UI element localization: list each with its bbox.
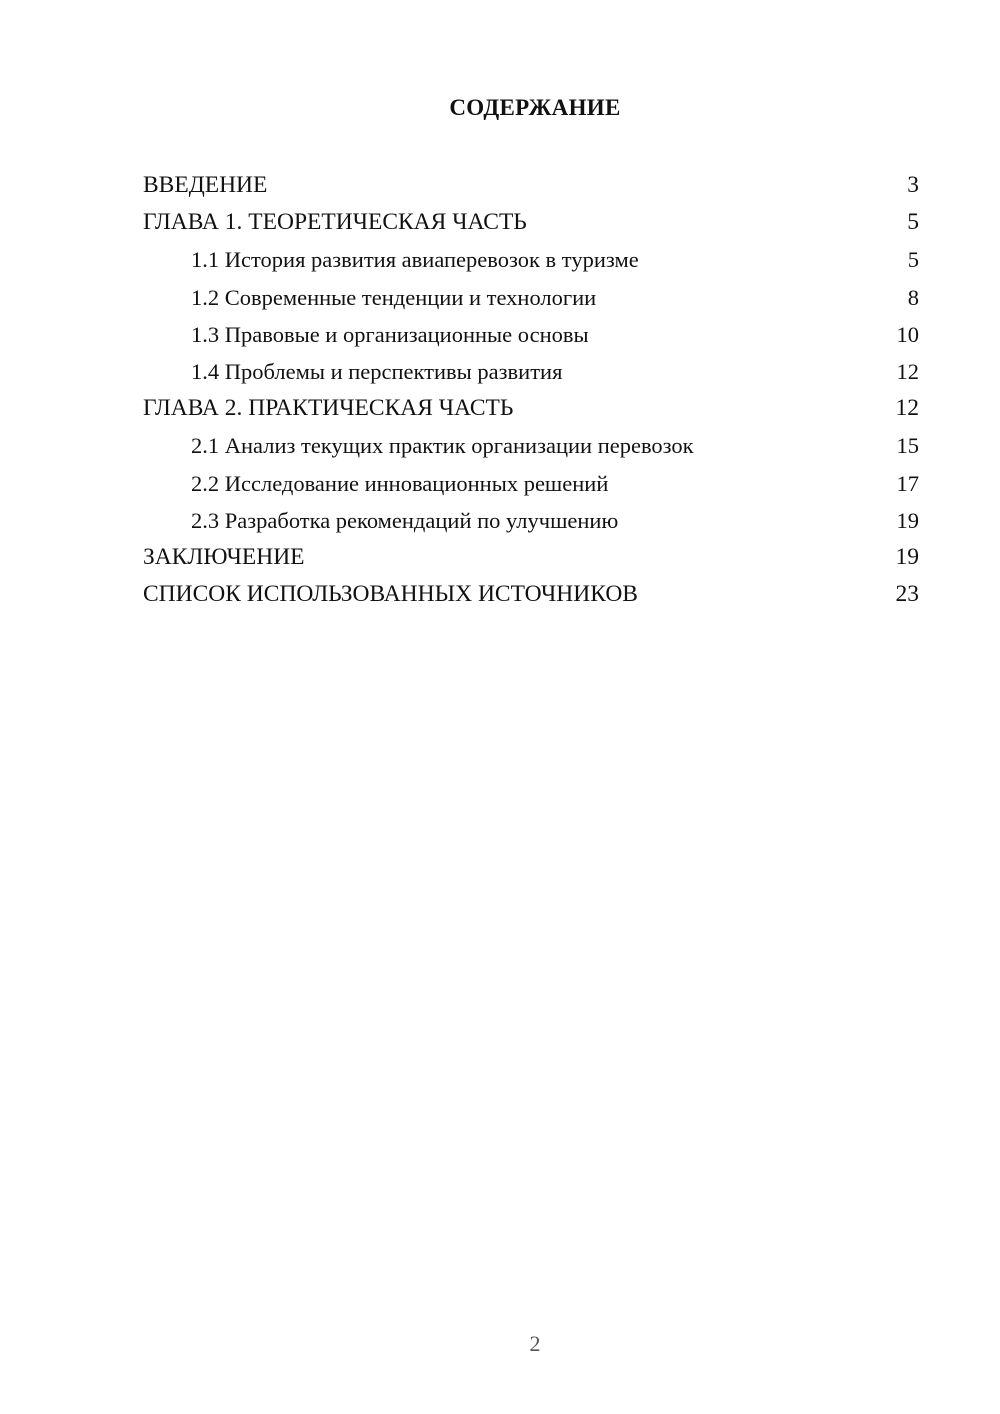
toc-entry-label: ВВЕДЕНИЕ — [143, 172, 268, 198]
toc-entry-page: 15 — [896, 433, 919, 459]
toc-entry — [143, 279, 919, 316]
toc-entry-label: 2.1 Анализ текущих практик организации перевозок — [191, 433, 694, 459]
toc-entry-page: 23 — [895, 581, 919, 608]
toc-entry — [143, 502, 919, 539]
toc-entry-page: 19 — [895, 543, 919, 570]
toc-entry — [143, 576, 919, 613]
toc-entry-label: 1.4 Проблемы и перспективы развития — [191, 358, 563, 384]
toc-entry-page: 12 — [896, 358, 919, 384]
toc-entry — [143, 427, 919, 464]
toc-entry — [143, 539, 919, 576]
toc-entry-page: 8 — [907, 284, 919, 310]
toc-entry-label: ГЛАВА 2. ПРАКТИЧЕСКАЯ ЧАСТЬ — [143, 395, 514, 422]
toc-entry-label: СПИСОК ИСПОЛЬЗОВАННЫХ ИСТОЧНИКОВ — [143, 581, 638, 608]
toc-entry — [143, 204, 919, 241]
toc-entry-label: 2.3 Разработка рекомендаций по улучшению — [191, 507, 619, 533]
toc-entry-label: 1.1 История развития авиаперевозок в туризме — [191, 247, 639, 273]
toc-entry — [143, 390, 919, 427]
toc-entry — [143, 167, 919, 204]
toc-entry-page: 19 — [896, 507, 919, 533]
toc-title: СОДЕРЖАНИЕ — [449, 95, 621, 120]
toc-entry-page: 5 — [907, 247, 919, 273]
toc-entry-page: 3 — [907, 172, 919, 198]
toc-entry-page: 5 — [907, 209, 919, 236]
page-number: 2 — [529, 1331, 541, 1356]
toc-list — [143, 167, 919, 613]
toc-entry-page: 12 — [895, 395, 919, 422]
toc-entry — [143, 241, 919, 278]
toc-entry-label: ГЛАВА 1. ТЕОРЕТИЧЕСКАЯ ЧАСТЬ — [143, 209, 527, 236]
toc-entry — [143, 353, 919, 390]
toc-entry-label: ЗАКЛЮЧЕНИЕ — [143, 543, 305, 570]
toc-entry-label: 1.3 Правовые и организационные основы — [191, 321, 589, 347]
toc-entry-label: 2.2 Исследование инновационных решений — [191, 470, 609, 496]
toc-entry — [143, 465, 919, 502]
toc-entry — [143, 316, 919, 353]
toc-entry-page: 10 — [896, 321, 919, 347]
toc-entry-label: 1.2 Современные тенденции и технологии — [191, 284, 597, 310]
toc-entry-page: 17 — [896, 470, 919, 496]
